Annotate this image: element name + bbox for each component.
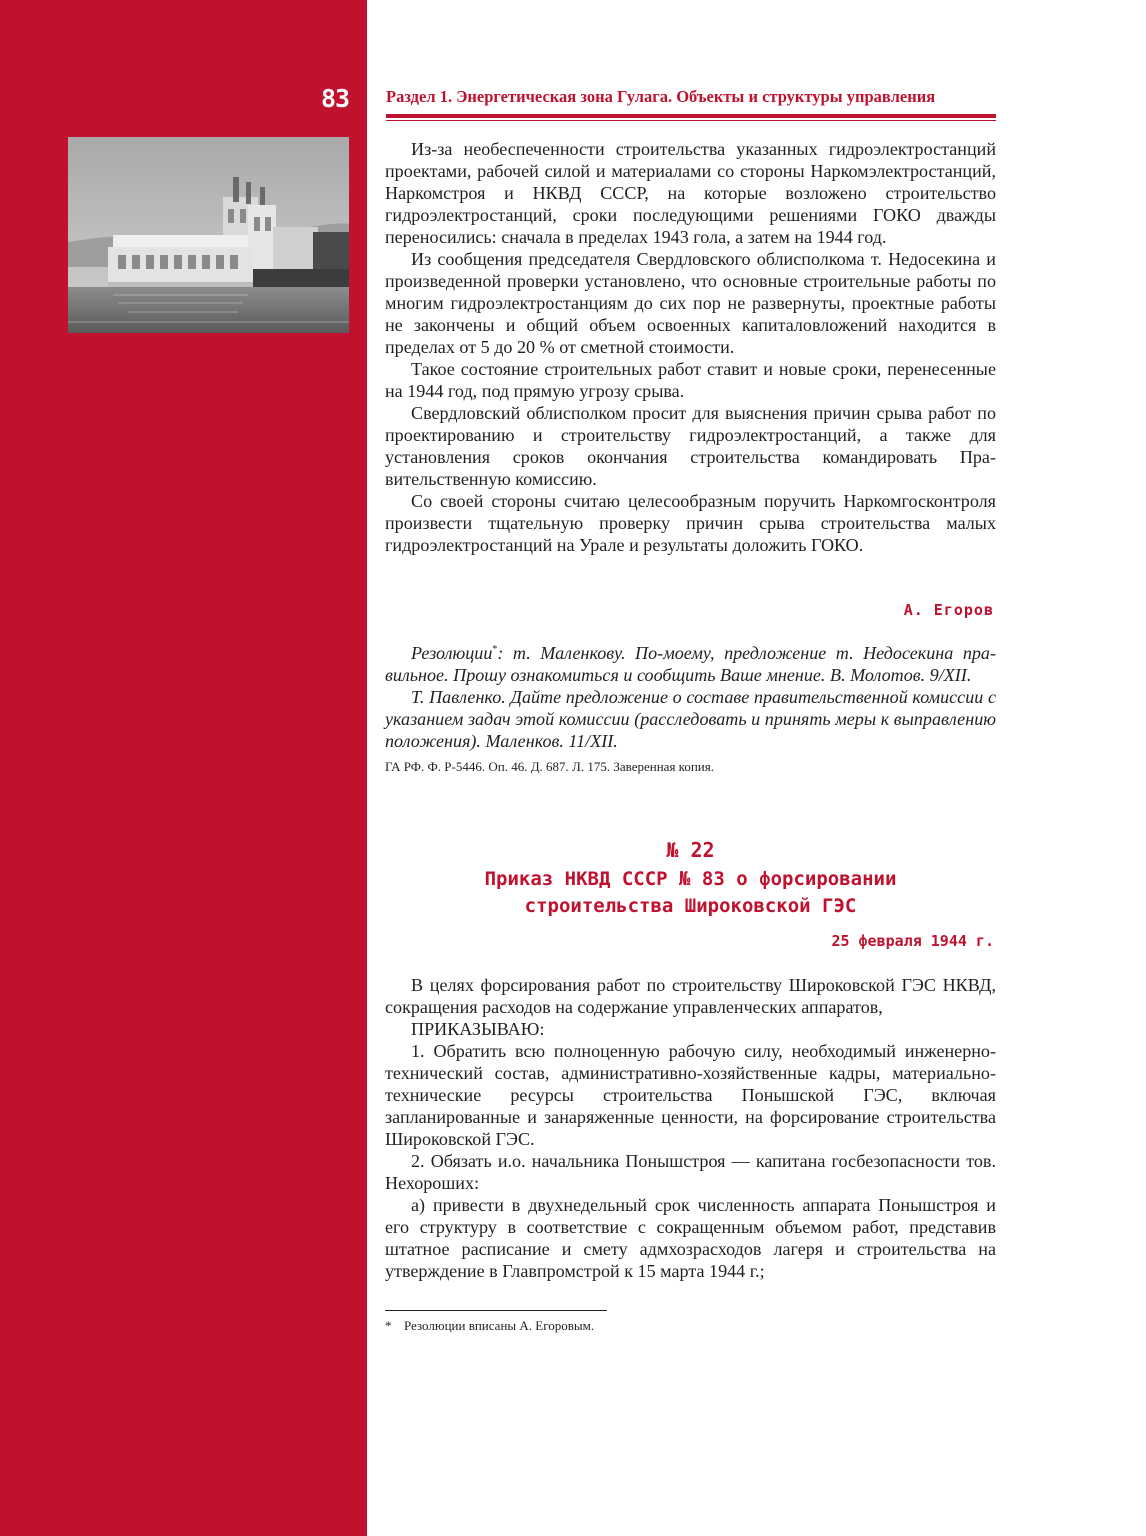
document-title — [385, 866, 996, 920]
archive-reference: ГА РФ. Ф. Р-5446. Оп. 46. Д. 687. Л. 175. Заверенная копия. — [385, 759, 714, 774]
resolution-prefix: Резолюции — [411, 643, 493, 663]
running-head: Раздел 1. Энергетическая зона Гулага. Объекты и структуры управления — [386, 87, 936, 106]
resolution-text: : т. Маленкову. По-моему, предложение т. Недосекина правильное. Прошу ознакомиться и сообщить Ваше мнение. В. Молотов. 9/XII. — [385, 643, 996, 685]
footnote — [385, 1318, 996, 1334]
signature: А. Егоров — [903, 601, 994, 619]
resolution-2: Т. Павленко. Дайте предложение о составе правительственной комиссии с указанием задач этой комиссии (расследовать и принять меры к выправлению положения). Маленков. 11/XII. — [385, 687, 996, 751]
paragraph: ПРИКАЗЫВАЮ: — [411, 1019, 545, 1039]
document-21-body — [385, 138, 996, 556]
document-date: 25 февраля 1944 г. — [831, 932, 994, 950]
paragraph: Свердловский облисполком просит для выяснения причин срыва работ по проектированию и строительству гидроэлектростанций, а также для установления сроков окончания строительства командировать Правительственную комиссию. — [385, 403, 996, 489]
footnote-mark: * — [385, 1318, 392, 1333]
paragraph: 2. Обязать и.о. начальника Понышстроя — капитана госбезопасности тов. Нехороших: — [385, 1151, 996, 1193]
hydro-power-station-photo — [68, 137, 349, 333]
footnote-mark: * — [492, 644, 498, 655]
header-rule-thick — [386, 114, 996, 118]
page-number: 83 — [321, 84, 350, 113]
resolutions — [385, 642, 996, 752]
resolution-1 — [385, 642, 996, 686]
paragraph: 1. Обратить всю полноценную рабочую силу, необходимый инженерно-технический состав, административно-хозяйственные кадры, материально-технические ресурсы строительства Понышской ГЭС, включая запланированные и занаряженные ценности, на форсирование строительства Широковской ГЭС. — [385, 1041, 996, 1149]
paragraph: Из сообщения председателя Свердловского облисполкома т. Недосекина и произведенной проверки установлено, что основные строительные работы по многим гидроэлектростанциям до сих пор не развернуты, проектные работы не закончены и общий объем освоенных капиталовложений находится в пределах от 5 до 20 % от сметной стоимости. — [385, 249, 996, 357]
paragraph: Со своей стороны считаю целесообразным поручить Наркомгосконтроля произвести тщательную проверку причин срыва строительства малых гидроэлектростанций на Урале и результаты доложить ГОКО. — [385, 491, 996, 555]
document-number: № 22 — [666, 838, 715, 862]
document-22-body — [385, 974, 996, 1282]
paragraph: Такое состояние строительных работ ставит и новые сроки, перенесенные на 1944 год, под прямую угрозу срыва. — [385, 359, 996, 401]
paragraph: а) привести в двухнедельный срок численность аппарата Понышстроя и его структуру в соответствие с сокращенным объемом работ, представив штатное расписание и смету адмхозрасходов лагеря и строительства на утверждение в Главпромстрой к 15 марта 1944 г.; — [385, 1195, 996, 1281]
paragraph: Из-за необеспеченности строительства указанных гидроэлектростанций проектами, рабочей силой и материалами со стороны Наркомэлектростанций, Наркомстроя и НКВД СССР, на которые возложено строительство гидроэлектростанций, сроки последующими решениями ГОКО дважды переносились: сначала в пределах 1943 гола, а затем на 1944 год. — [385, 139, 996, 247]
document-title-line: Приказ НКВД СССР № 83 о форсировании — [484, 868, 897, 890]
document-title-line: строительства Широковской ГЭС — [524, 895, 857, 917]
footnote-text: Резолюции вписаны А. Егоровым. — [404, 1318, 595, 1333]
paragraph: В целях форсирования работ по строительству Широковской ГЭС НКВД, сокращения расходов на содержание управленческих аппаратов, — [385, 975, 996, 1017]
header-rule-thin — [386, 120, 996, 121]
footnote-rule — [385, 1310, 607, 1311]
